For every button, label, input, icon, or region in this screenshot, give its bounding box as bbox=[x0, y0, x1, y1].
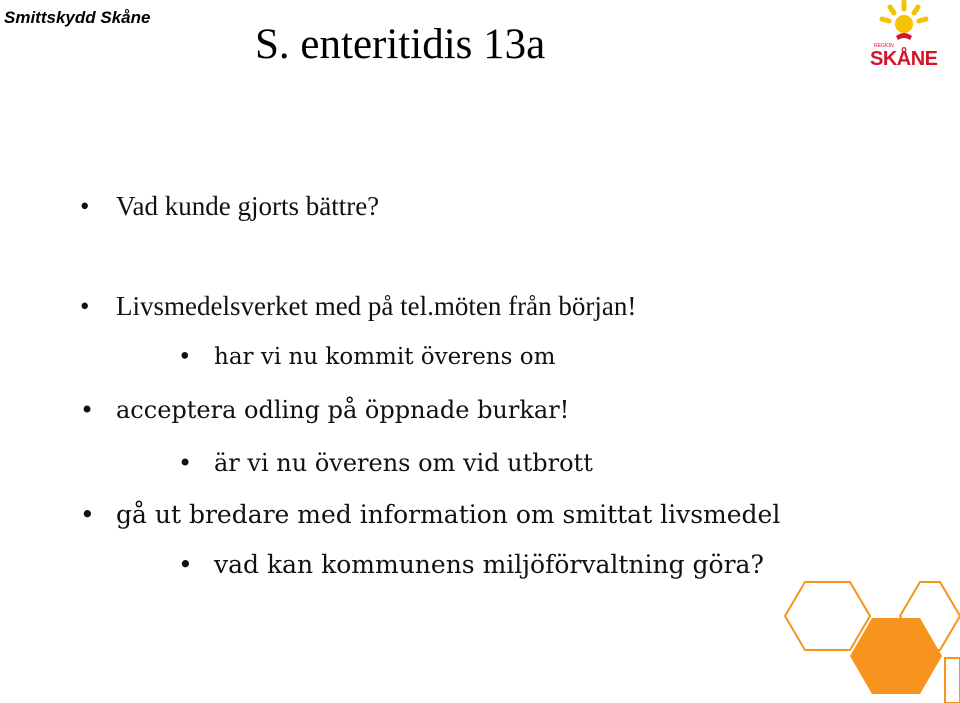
slide-title: S. enteritidis 13a bbox=[255, 21, 546, 68]
bullet-item-indented bbox=[178, 449, 593, 477]
hexagon-outline-left bbox=[785, 582, 870, 650]
bullet-text: acceptera odling på öppnade burkar! bbox=[116, 396, 570, 424]
bullet-text: Livsmedelsverket med på tel.möten från början! bbox=[116, 291, 637, 321]
bullet-item bbox=[80, 396, 570, 424]
bullet-dot-icon: • bbox=[178, 449, 193, 477]
bullet-item-indented bbox=[178, 344, 556, 370]
bullet-dot-icon: • bbox=[178, 550, 193, 579]
bullet-text: är vi nu överens om vid utbrott bbox=[214, 449, 593, 477]
header-label: Smittskydd Skåne bbox=[4, 8, 151, 27]
bullet-item bbox=[80, 500, 781, 529]
bullet-item bbox=[80, 191, 380, 222]
hexagon-outline-bottom-right bbox=[945, 658, 960, 703]
bullet-text: vad kan kommunens miljöförvaltning göra? bbox=[214, 550, 764, 579]
hexagon-decoration bbox=[780, 578, 960, 703]
hexagon-filled bbox=[850, 618, 942, 694]
bullet-text: gå ut bredare med information om smittat livsmedel bbox=[116, 500, 781, 529]
bullet-dot-icon: • bbox=[80, 500, 95, 529]
logo-name-text: SKÅNE bbox=[870, 48, 938, 70]
bullet-text: har vi nu kommit överens om bbox=[214, 344, 556, 370]
bullet-item-indented bbox=[178, 550, 764, 579]
bullet-item bbox=[80, 291, 637, 322]
bullet-dot-icon: • bbox=[178, 344, 192, 370]
bullet-dot-icon: • bbox=[80, 291, 90, 321]
logo-region-text: REGION bbox=[874, 43, 894, 49]
bullet-dot-icon: • bbox=[80, 396, 95, 424]
bullet-text: Vad kunde gjorts bättre? bbox=[116, 191, 380, 221]
bullet-dot-icon: • bbox=[80, 191, 90, 221]
